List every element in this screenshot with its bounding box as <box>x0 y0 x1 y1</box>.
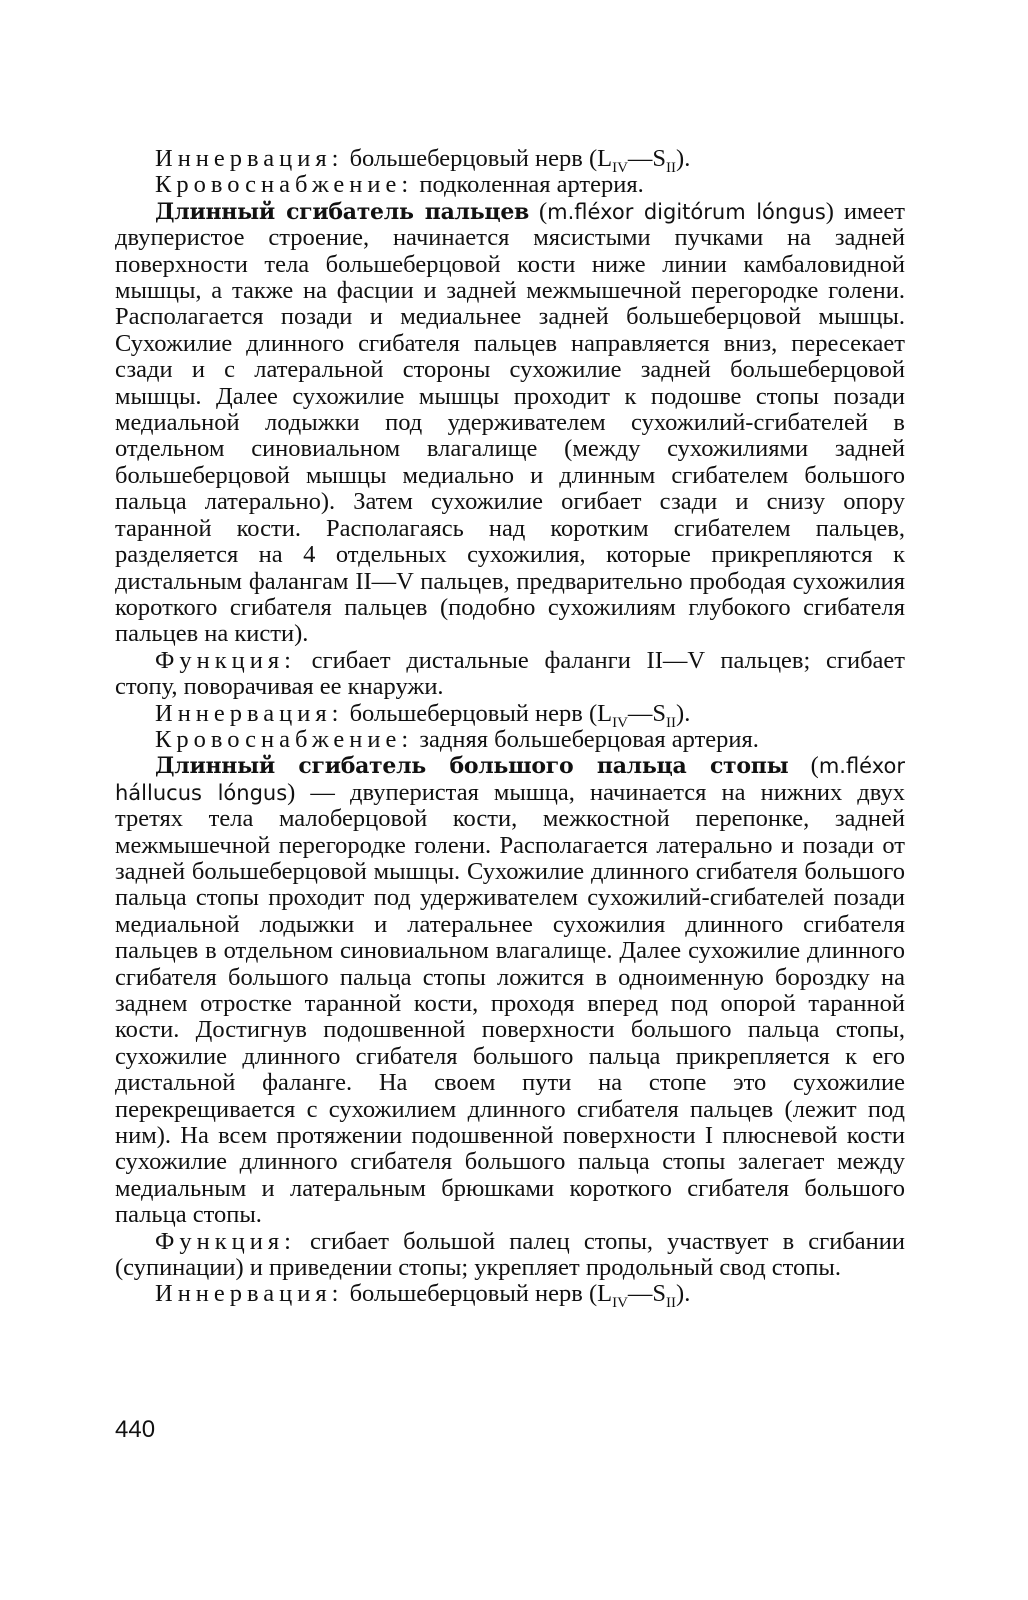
subscript: IV <box>612 1295 628 1312</box>
paragraph-text: сгибает большой палец стопы, участвует в сгибании (супинации) и приведении стопы; укрепляет продольный свод стопы. <box>115 1227 905 1282</box>
paragraph-text: большеберцовый нерв (L <box>343 145 613 172</box>
section-label: Иннервация: <box>155 1280 344 1308</box>
page-body <box>115 145 905 1312</box>
section-label: Кровоснабжение: <box>155 171 414 199</box>
innervation-paragraph <box>115 145 905 176</box>
paragraph-text: сгибает дистальные фаланги II—V пальцев; сгибает стопу, поворачивая ее кнаружи. <box>115 646 905 701</box>
subscript: II <box>666 159 677 176</box>
paragraph-text: —S <box>627 699 667 727</box>
subscript: IV <box>612 159 628 176</box>
paragraph-text: —S <box>627 145 667 172</box>
muscle-term: Длинный сгибатель пальцев <box>155 198 530 225</box>
subscript: II <box>666 714 677 731</box>
blood-supply-paragraph <box>115 727 905 753</box>
paragraph-text: ( <box>788 752 819 780</box>
paragraph-text: задняя большеберцовая артерия. <box>413 725 759 753</box>
paragraph-text: ) — двуперистая мышца, начинается на нижних двух третях тела малоберцовой кости, межкостной перепонке, задней межмышечной перегородке голени. Располагается латерально и позади от задней большеберцовой мышцы. Сухожилие длинного сгибателя большого пальца стопы проходит под удерживателем сухожилий-сгибателей позади медиальной лодыжки и латеральнее сухожилия длинного сгибателя пальцев в отдельном синовиальном влагалище. Далее сухожилие длинного сгибателя большого пальца стопы ложится в одноименную бороздку на заднем отростке таранной кости, проходя вперед под опорой таранной кости. Достигнув подошвенной поверхности большого пальца стопы, сухожилие длинного сгибателя большого пальца прикрепляется к его дистальной фаланге. На своем пути на стопе это сухожилие перекрещивается с сухожилием длинного сгибателя пальцев (лежит под ним). На всем протяжении подошвенной поверхности I плюсневой кости сухожилие длинного сгибателя большого пальца стопы залегает между медиальным и латеральным брюшками короткого сгибателя большого пальца стопы. <box>115 778 905 1229</box>
section-label: Функция: <box>155 1227 296 1255</box>
section-label: Иннервация: <box>155 699 344 727</box>
section-label: Иннервация: <box>155 145 344 172</box>
innervation-paragraph <box>115 1280 905 1312</box>
page-number: 440 <box>115 1416 156 1443</box>
paragraph-text: ) имеет двуперистое строение, начинается мясистыми пучками на задней поверхности тела большеберцовой кости ниже линии камбаловидной мышцы, а также на фасции и задней межмышечной перегородке голени. Располагается позади и медиальнее задней большеберцовой мышцы. Сухожилие длинного сгибателя пальцев направляется вниз, пересекает сзади и с латеральной стороны сухожилие задней большеберцовой мышцы. Далее сухожилие мышцы проходит к подошве стопы позади медиальной лодыжки под удерживателем сухожилий-сгибателей в отдельном синовиальном влагалище (между сухожилиями задней большеберцовой мышцы медиально и длинным сгибателем большого пальца латерально). Затем сухожилие огибает сзади и снизу опору таранной кости. Располагаясь над коротким сгибателем пальцев, разделяется на 4 отдельных сухожилия, которые прикрепляются к дистальным фалангам II—V пальцев, предварительно прободая сухожилия короткого сгибателя пальцев (подобно сухожилиям глубокого сгибателя пальцев на кисти). <box>115 197 905 648</box>
latin-name: m.fléxor digitórum lóngus <box>547 199 826 224</box>
paragraph-text: —S <box>627 1280 667 1308</box>
paragraph-text: большеберцовый нерв (L <box>343 1280 613 1308</box>
function-paragraph <box>115 648 905 701</box>
latin-name: m.fléxor hállucus lóngus <box>115 754 905 805</box>
subscript: IV <box>612 714 628 731</box>
paragraph-text: ). <box>676 145 691 172</box>
muscle-description-paragraph <box>115 199 905 648</box>
paragraph-text: ( <box>529 197 548 225</box>
innervation-paragraph <box>115 699 905 731</box>
paragraph-text: подколенная артерия. <box>413 171 644 199</box>
subscript: II <box>666 1295 677 1312</box>
muscle-description-paragraph <box>115 753 905 1228</box>
function-paragraph <box>115 1229 905 1282</box>
paragraph-text: ). <box>676 1280 691 1308</box>
paragraph-text: ). <box>676 699 691 727</box>
blood-supply-paragraph <box>115 172 905 198</box>
section-label: Кровоснабжение: <box>155 725 414 753</box>
section-label: Функция: <box>155 646 296 674</box>
paragraph-text: большеберцовый нерв (L <box>343 699 613 727</box>
muscle-term: Длинный сгибатель большого пальца стопы <box>155 753 789 780</box>
